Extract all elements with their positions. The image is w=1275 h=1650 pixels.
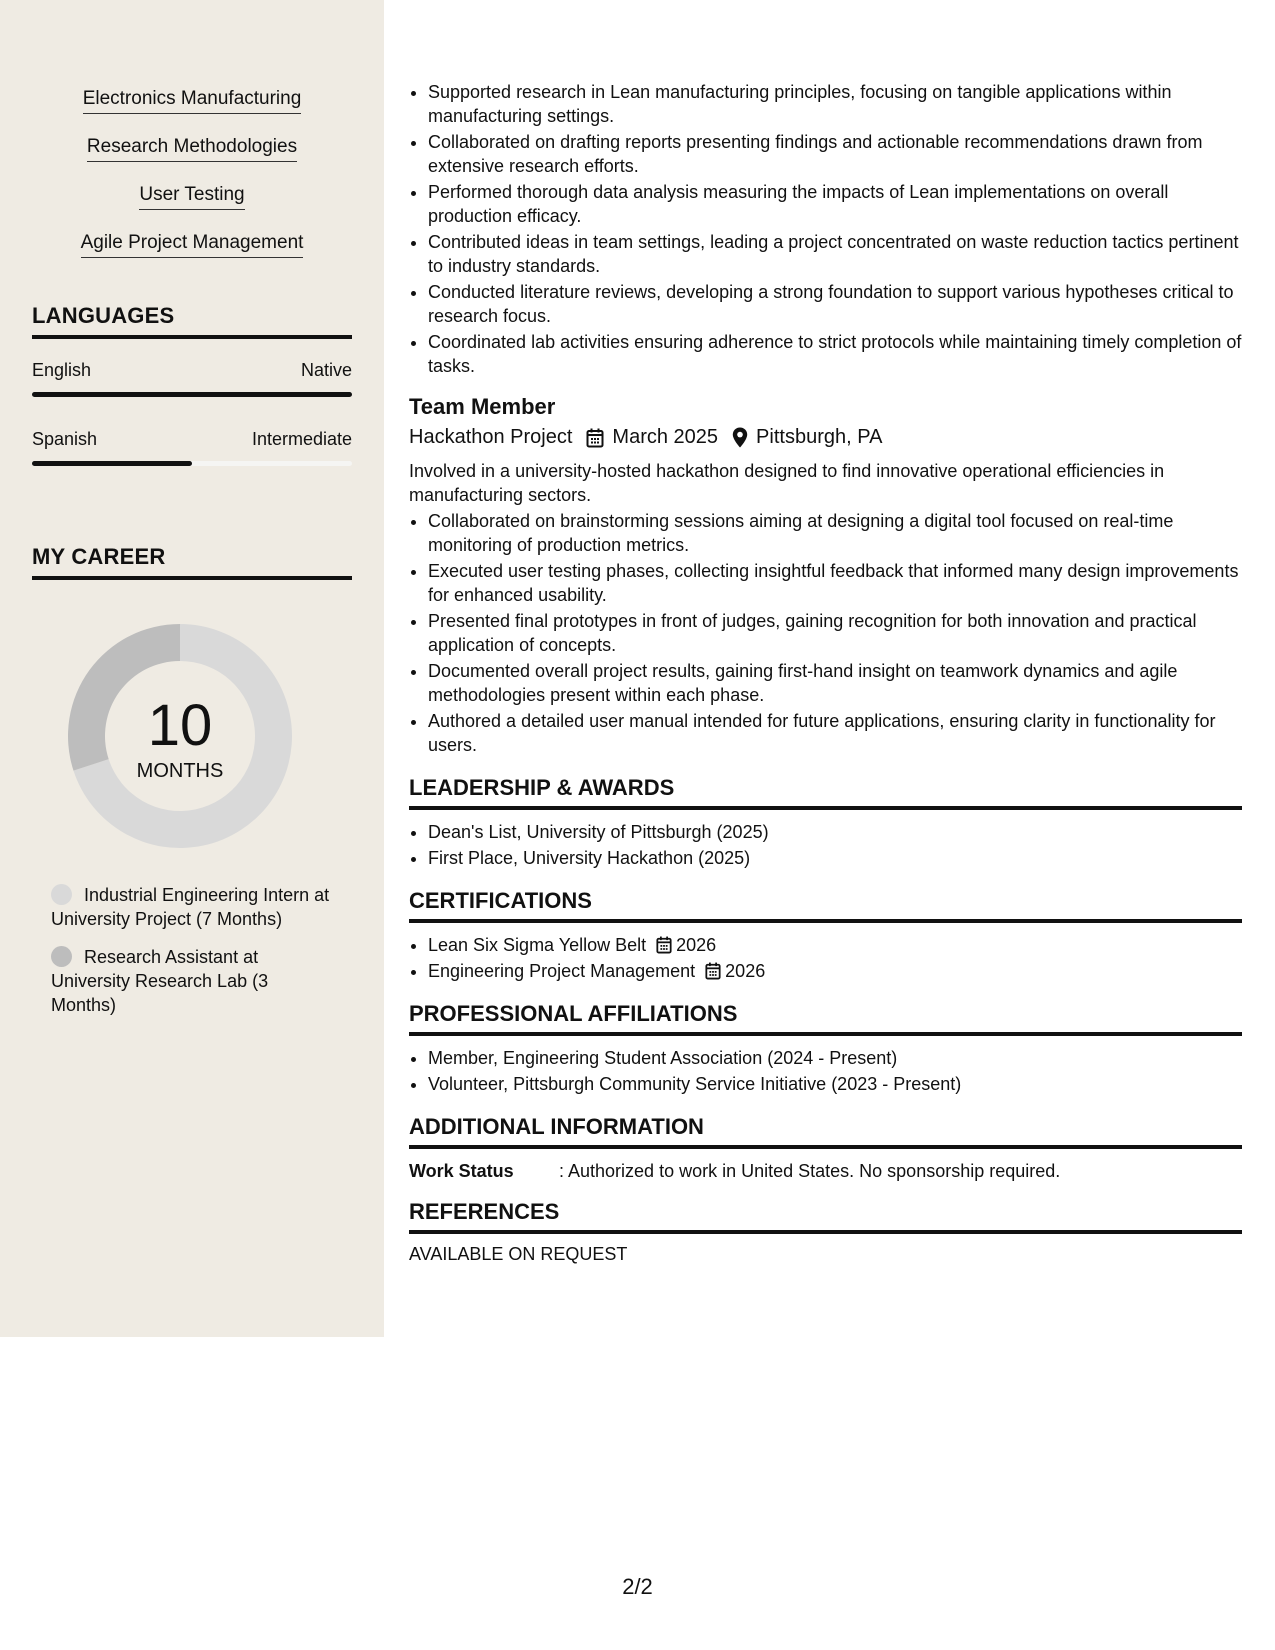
calendar-icon xyxy=(656,936,672,954)
skill-item: Research Methodologies xyxy=(87,134,297,162)
career-heading: MY CAREER xyxy=(32,544,352,580)
main-content xyxy=(409,80,1242,1265)
bullet-item: • Authored a detailed user manual intended for future applications, ensuring clarity in functionality for users. xyxy=(428,709,1242,757)
affiliation-item: • Member, Engineering Student Association (2024 - Present) xyxy=(428,1046,1242,1070)
bullet-item: • Collaborated on brainstorming sessions aiming at designing a digital tool focused on real-time monitoring of production metrics. xyxy=(428,509,1242,557)
references-heading: REFERENCES xyxy=(409,1199,1242,1234)
bullet-item: • Executed user testing phases, collecting insightful feedback that informed many design improvements for enhanced usability. xyxy=(428,559,1242,607)
language-proficiency-bar xyxy=(32,392,352,397)
references-text: AVAILABLE ON REQUEST xyxy=(409,1244,628,1264)
affiliations-list xyxy=(409,1046,1242,1096)
additional-info-heading: ADDITIONAL INFORMATION xyxy=(409,1114,1242,1149)
certification-item xyxy=(428,933,1242,957)
job-description: Involved in a university-hosted hackathon designed to find innovative operational efficiencies in manufacturing sectors. xyxy=(409,461,1165,505)
calendar-icon xyxy=(586,428,604,448)
job-date: March 2025 xyxy=(612,426,719,448)
certifications-list xyxy=(409,933,1242,983)
bullet-item: • Conducted literature reviews, developing a strong foundation to support various hypotheses critical to research focus. xyxy=(428,280,1242,328)
certification-item xyxy=(428,959,1242,983)
job-location: Pittsburgh, PA xyxy=(756,426,883,448)
skill-item: Electronics Manufacturing xyxy=(83,86,302,114)
job-title: Team Member xyxy=(409,394,556,419)
work-status-value: : Authorized to work in United States. No sponsorship required. xyxy=(559,1161,1061,1181)
bullet-item: • Supported research in Lean manufacturing principles, focusing on tangible applications within manufacturing settings. xyxy=(428,80,1242,128)
job-bullets xyxy=(409,509,1242,757)
certification-name: Engineering Project Management xyxy=(428,961,696,981)
sidebar xyxy=(0,0,384,1337)
language-proficiency-fill xyxy=(32,392,352,397)
career-legend-item xyxy=(51,945,331,1017)
skill-item: User Testing xyxy=(139,182,244,210)
language-level: Intermediate xyxy=(251,429,352,449)
job-company: Hackathon Project xyxy=(409,426,573,448)
certification-year: 2026 xyxy=(676,935,717,955)
location-pin-icon xyxy=(732,427,748,448)
certification-year: 2026 xyxy=(725,961,766,981)
language-level: Native xyxy=(300,360,352,380)
language-name: Spanish xyxy=(32,429,98,449)
work-status-row xyxy=(409,1159,1242,1183)
bullet-item: • Presented final prototypes in front of judges, gaining recognition for both innovation and practical application of concepts. xyxy=(428,609,1242,657)
career-unit: MONTHS xyxy=(136,760,224,782)
job-meta xyxy=(409,426,1242,449)
bullet-item: • Coordinated lab activities ensuring adherence to strict protocols while maintaining timely completion of tasks. xyxy=(428,330,1242,378)
legend-dot xyxy=(51,884,72,905)
legend-label: Research Assistant at University Research Lab (3 Months) xyxy=(51,947,269,1015)
bullet-item: • Documented overall project results, gaining first-hand insight on teamwork dynamics and agile methodologies present within each phase. xyxy=(428,659,1242,707)
legend-label: Industrial Engineering Intern at University Project (7 Months) xyxy=(51,885,330,929)
language-proficiency-fill xyxy=(32,461,192,466)
bullet-item: • Contributed ideas in team settings, leading a project concentrated on waste reduction tactics pertinent to industry standards. xyxy=(428,230,1242,278)
work-status-label: Work Status xyxy=(409,1161,514,1181)
skills-list xyxy=(0,86,384,278)
certification-name: Lean Six Sigma Yellow Belt xyxy=(428,935,647,955)
languages-heading: LANGUAGES xyxy=(32,303,352,339)
award-item: • Dean's List, University of Pittsburgh (2025) xyxy=(428,820,1242,844)
language-name: English xyxy=(32,360,92,380)
page-number: 2/2 xyxy=(622,1574,653,1599)
experience-bullets xyxy=(409,80,1242,378)
career-donut-chart xyxy=(66,622,294,850)
legend-dot xyxy=(51,946,72,967)
skill-item: Agile Project Management xyxy=(81,230,304,258)
career-total: 10 xyxy=(147,693,213,758)
language-proficiency-bar xyxy=(32,461,352,466)
affiliations-heading: PROFESSIONAL AFFILIATIONS xyxy=(409,1001,1242,1036)
award-item: • First Place, University Hackathon (2025) xyxy=(428,846,1242,870)
affiliation-item: • Volunteer, Pittsburgh Community Service Initiative (2023 - Present) xyxy=(428,1072,1242,1096)
calendar-icon xyxy=(705,962,721,980)
career-legend-item xyxy=(51,883,331,931)
bullet-item: • Collaborated on drafting reports presenting findings and actionable recommendations drawn from extensive research efforts. xyxy=(428,130,1242,178)
certifications-heading: CERTIFICATIONS xyxy=(409,888,1242,923)
bullet-item: • Performed thorough data analysis measuring the impacts of Lean implementations on overall production efficacy. xyxy=(428,180,1242,228)
leadership-list xyxy=(409,820,1242,870)
language-spanish xyxy=(32,427,352,466)
language-english xyxy=(32,358,352,397)
leadership-heading: LEADERSHIP & AWARDS xyxy=(409,775,1242,810)
